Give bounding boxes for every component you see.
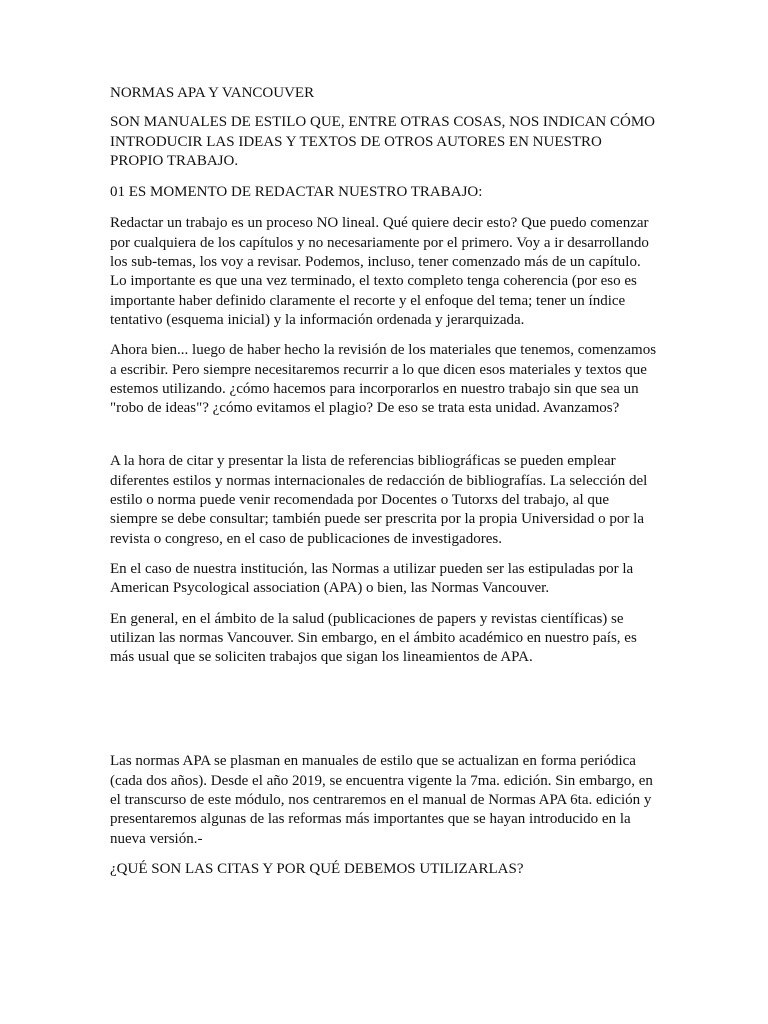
section-heading: 01 ES MOMENTO DE REDACTAR NUESTRO TRABAJO: xyxy=(110,184,483,201)
lead-statement: SON MANUALES DE ESTILO QUE, ENTRE OTRAS COSAS, NOS INDICAN CÓMO INTRODUCIR LAS IDEAS Y TEXTOS DE OTROS AUTORES EN NUESTRO PROPIO TRABAJO. xyxy=(110,114,656,169)
document-title: NORMAS APA Y VANCOUVER xyxy=(110,85,315,101)
citations-heading: ¿QUÉ SON LAS CITAS Y POR QUÉ DEBEMOS UTILIZARLAS? xyxy=(110,860,524,877)
paragraph-health-field: En general, en el ámbito de la salud (publicaciones de papers y revistas científicas) se utilizan las normas Vancouver. Sin embargo, en el ámbito académico en nuestro país, es más usual que se soliciten trabajos que sigan los lineamientos de APA. xyxy=(110,610,637,666)
document-page xyxy=(110,84,658,879)
paragraph-institution-norms: En el caso de nuestra institución, las Normas a utilizar pueden ser las estipuladas por la American Psycological association (APA) o bien, las Normas Vancouver. xyxy=(110,560,634,597)
paragraph-nonlinear-writing: Redactar un trabajo es un proceso NO lineal. Qué quiere decir esto? Que puedo comenzar por cualquiera de los capítulos y no necesariamente por el primero. Voy a ir desarrollando los sub-temas, los voy a revisar. Podemos, incluso, tener comenzado más de un capítulo. Lo importante es que una vez terminado, el texto completo tenga coherencia (por eso es importante haber definido claramente el recorte y el enfoque del tema; tener un índice tentativo (esquema inicial) y la información ordenada y jerarquizada. xyxy=(110,215,649,328)
paragraph-start-writing: Ahora bien... luego de haber hecho la revisión de los materiales que tenemos, comenzamos a escribir. Pero siempre necesitaremos recurrir a lo que dicen esos materiales y textos que estemos utilizando. ¿cómo hacemos para incorporarlos en nuestro trabajo sin que sea un "robo de ideas"? ¿cómo evitamos el plagio? De eso se trata esta unidad. Avanzamos? xyxy=(110,342,657,417)
paragraph-apa-editions: Las normas APA se plasman en manuales de estilo que se actualizan en forma periódica (cada dos años). Desde el año 2019, se encuentra vigente la 7ma. edición. Sin embargo, en el transcurso de este módulo, nos centraremos en el manual de Normas APA 6ta. edición y presentaremos algunas de las reformas más importantes que se hayan introducido en la nueva versión.- xyxy=(110,753,653,847)
paragraph-citation-styles: A la hora de citar y presentar la lista de referencias bibliográficas se pueden emplear diferentes estilos y normas internacionales de redacción de bibliografías. La selección del estilo o norma puede venir recomendada por Docentes o Tutorxs del trabajo, al que siempre se debe consultar; también puede ser prescrita por la propia Universidad o por la revista o congreso, en el caso de publicaciones de investigadores. xyxy=(110,453,648,547)
